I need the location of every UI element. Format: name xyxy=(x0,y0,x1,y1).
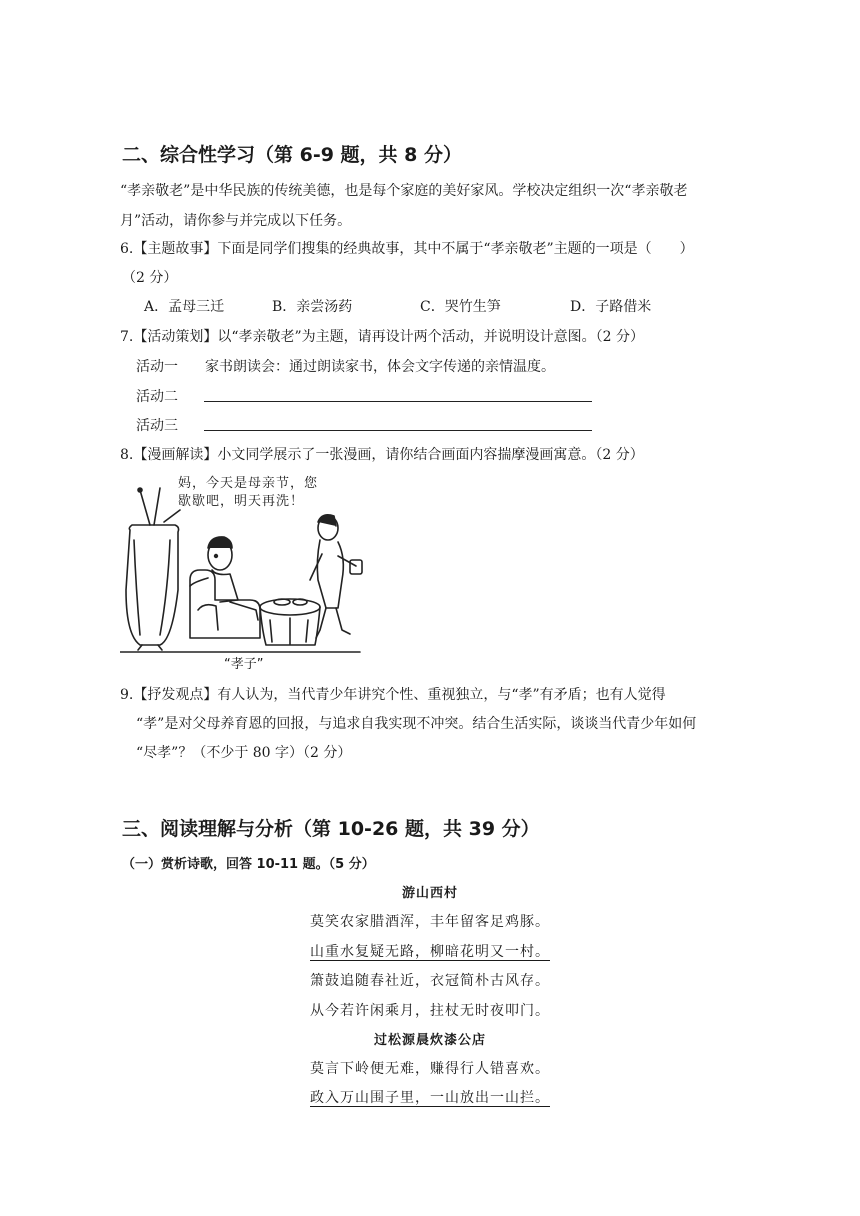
q6-stem: 6.【主题故事】下面是同学们搜集的经典故事，其中不属于“孝亲敬老”主题的一项是（ ） xyxy=(120,241,694,257)
comic-illustration xyxy=(120,470,370,675)
activity1-label: 活动一 xyxy=(136,359,178,375)
poem2-line2: 政入万山围子里，一山放出一山拦。 xyxy=(310,1090,550,1106)
activity2-answer-line[interactable] xyxy=(204,401,592,402)
poem2-line2-row xyxy=(0,1087,860,1107)
q7-stem: 7.【活动策划】以“孝亲敬老”为主题，请再设计两个活动，并说明设计意图。（2 分） xyxy=(120,329,645,345)
q6-score: （2 分） xyxy=(122,270,178,286)
q9-stem-line2: “孝”是对父母养育恩的回报，与追求自我实现不冲突。结合生活实际，谈谈当代青少年如何 xyxy=(136,716,697,732)
section2-intro-line1: “孝亲敬老”是中华民族的传统美德，也是每个家庭的美好家风。学校决定组织一次“孝亲敬老 xyxy=(120,183,688,199)
activity1-text: 家书朗读会：通过朗读家书，体会文字传递的亲情温度。 xyxy=(205,359,555,375)
poem1-line4: 从今若许闲乘月，拄杖无时夜叩门。 xyxy=(310,1003,550,1019)
section2-intro-line2: 月”活动，请你参与并完成以下任务。 xyxy=(120,213,352,229)
q9-stem-line1: 9.【抒发观点】有人认为，当代青少年讲究个性、重视独立，与“孝”有矛盾；也有人觉得 xyxy=(120,687,666,703)
comic-speech-line2: 歇歇吧，明天再洗！ xyxy=(178,494,305,509)
activity3-answer-line[interactable] xyxy=(204,430,592,431)
q6-option-d: D．子路借米 xyxy=(570,299,652,315)
poem1-line2-row xyxy=(0,941,860,961)
q6-option-b: B．亲尝汤药 xyxy=(272,299,353,315)
poem2-title: 过松源晨炊漆公店 xyxy=(373,1033,486,1048)
section2-heading: 二、综合性学习（第 6-9 题，共 8 分） xyxy=(122,144,463,166)
section3-heading: 三、阅读理解与分析（第 10-26 题，共 39 分） xyxy=(122,818,540,840)
activity3-label: 活动三 xyxy=(136,418,178,434)
poem1-title: 游山西村 xyxy=(401,886,458,901)
comic-caption: “孝子” xyxy=(224,657,264,672)
q6-option-c: C．哭竹生笋 xyxy=(420,299,501,315)
poem1-line2: 山重水复疑无路，柳暗花明又一村。 xyxy=(310,944,550,960)
poem1-line1: 莫笑农家腊酒浑，丰年留客足鸡豚。 xyxy=(310,914,550,930)
subsection1-heading: （一）赏析诗歌，回答 10-11 题。（5 分） xyxy=(122,857,375,872)
q8-stem: 8.【漫画解读】小文同学展示了一张漫画，请你结合画面内容揣摩漫画寓意。（2 分） xyxy=(120,447,644,463)
poem1-line3: 箫鼓追随春社近，衣冠简朴古风存。 xyxy=(310,973,550,989)
activity2-label: 活动二 xyxy=(136,389,178,405)
comic-speech-line1: 妈，今天是母亲节，您 xyxy=(178,476,319,491)
q9-stem-line3: “尽孝”？（不少于 80 字）（2 分） xyxy=(136,745,352,761)
poem2-line1: 莫言下岭便无难，赚得行人错喜欢。 xyxy=(310,1061,550,1077)
q6-option-a: A．孟母三迁 xyxy=(144,299,225,315)
